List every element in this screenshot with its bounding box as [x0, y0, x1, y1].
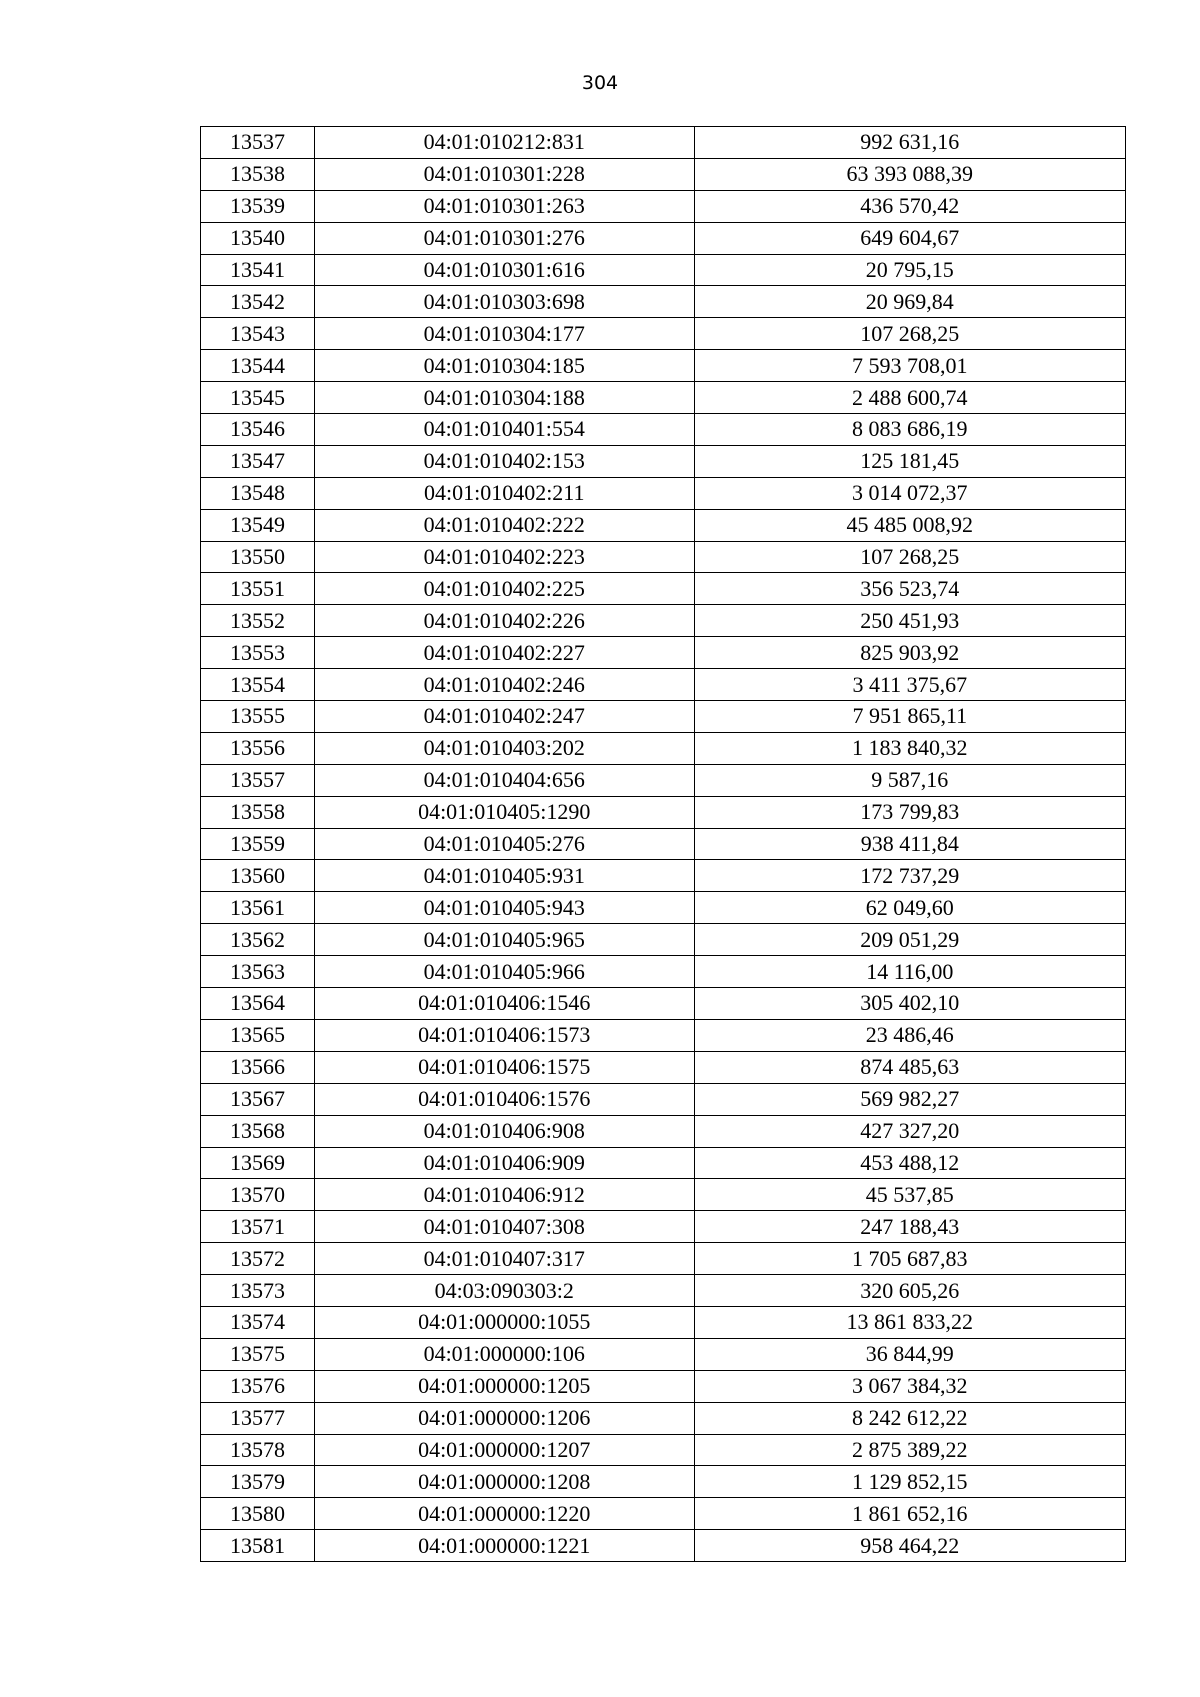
- cadastral-number-cell: 04:01:010402:226: [314, 605, 694, 637]
- table-row: [201, 669, 1126, 701]
- table-row: [201, 892, 1126, 924]
- cadastral-number-cell: 04:01:010402:225: [314, 573, 694, 605]
- cadastral-number-cell: 04:01:010405:931: [314, 860, 694, 892]
- cadastral-value-cell: 9 587,16: [694, 764, 1125, 796]
- table-row: [201, 1211, 1126, 1243]
- table-row: [201, 956, 1126, 988]
- row-number-cell: 13568: [201, 1115, 315, 1147]
- cadastral-value-cell: 125 181,45: [694, 445, 1125, 477]
- row-number-cell: 13581: [201, 1530, 315, 1562]
- cadastral-value-cell: 320 605,26: [694, 1275, 1125, 1307]
- table-row: [201, 477, 1126, 509]
- table-row: [201, 222, 1126, 254]
- cadastral-number-cell: 04:01:010406:1576: [314, 1083, 694, 1115]
- cadastral-value-cell: 992 631,16: [694, 127, 1125, 159]
- cadastral-value-cell: 2 875 389,22: [694, 1434, 1125, 1466]
- table-row: [201, 190, 1126, 222]
- row-number-cell: 13548: [201, 477, 315, 509]
- table-body: [201, 127, 1126, 1562]
- cadastral-number-cell: 04:01:010304:177: [314, 318, 694, 350]
- table-row: [201, 1019, 1126, 1051]
- row-number-cell: 13539: [201, 190, 315, 222]
- cadastral-value-cell: 356 523,74: [694, 573, 1125, 605]
- cadastral-number-cell: 04:01:000000:106: [314, 1338, 694, 1370]
- cadastral-number-cell: 04:01:010406:909: [314, 1147, 694, 1179]
- cadastral-number-cell: 04:01:010405:1290: [314, 796, 694, 828]
- cadastral-number-cell: 04:01:010401:554: [314, 414, 694, 446]
- row-number-cell: 13551: [201, 573, 315, 605]
- cadastral-value-cell: 436 570,42: [694, 190, 1125, 222]
- row-number-cell: 13575: [201, 1338, 315, 1370]
- table-row: [201, 414, 1126, 446]
- cadastral-value-cell: 3 014 072,37: [694, 477, 1125, 509]
- row-number-cell: 13561: [201, 892, 315, 924]
- cadastral-value-cell: 453 488,12: [694, 1147, 1125, 1179]
- cadastral-number-cell: 04:01:010304:185: [314, 350, 694, 382]
- row-number-cell: 13555: [201, 701, 315, 733]
- cadastral-number-cell: 04:01:010301:276: [314, 222, 694, 254]
- cadastral-number-cell: 04:01:010406:1573: [314, 1019, 694, 1051]
- row-number-cell: 13543: [201, 318, 315, 350]
- cadastral-number-cell: 04:01:010301:616: [314, 254, 694, 286]
- row-number-cell: 13557: [201, 764, 315, 796]
- cadastral-number-cell: 04:01:010304:188: [314, 382, 694, 414]
- table-row: [201, 158, 1126, 190]
- row-number-cell: 13542: [201, 286, 315, 318]
- row-number-cell: 13577: [201, 1402, 315, 1434]
- row-number-cell: 13556: [201, 732, 315, 764]
- cadastral-value-cell: 45 485 008,92: [694, 509, 1125, 541]
- cadastral-number-cell: 04:01:000000:1220: [314, 1498, 694, 1530]
- cadastral-value-cell: 569 982,27: [694, 1083, 1125, 1115]
- cadastral-value-cell: 649 604,67: [694, 222, 1125, 254]
- cadastral-number-cell: 04:01:000000:1206: [314, 1402, 694, 1434]
- cadastral-value-cell: 14 116,00: [694, 956, 1125, 988]
- row-number-cell: 13546: [201, 414, 315, 446]
- row-number-cell: 13570: [201, 1179, 315, 1211]
- page-number: 304: [581, 72, 619, 94]
- table-row: [201, 1498, 1126, 1530]
- cadastral-value-cell: 305 402,10: [694, 988, 1125, 1020]
- row-number-cell: 13579: [201, 1466, 315, 1498]
- cadastral-number-cell: 04:01:010405:965: [314, 924, 694, 956]
- cadastral-value-cell: 8 083 686,19: [694, 414, 1125, 446]
- cadastral-value-cell: 63 393 088,39: [694, 158, 1125, 190]
- cadastral-value-cell: 173 799,83: [694, 796, 1125, 828]
- table-row: [201, 127, 1126, 159]
- row-number-cell: 13552: [201, 605, 315, 637]
- table-row: [201, 573, 1126, 605]
- cadastral-value-cell: 3 411 375,67: [694, 669, 1125, 701]
- table-row: [201, 637, 1126, 669]
- table-row: [201, 1083, 1126, 1115]
- cadastral-value-cell: 1 861 652,16: [694, 1498, 1125, 1530]
- table-row: [201, 254, 1126, 286]
- cadastral-value-cell: 874 485,63: [694, 1051, 1125, 1083]
- row-number-cell: 13544: [201, 350, 315, 382]
- row-number-cell: 13547: [201, 445, 315, 477]
- cadastral-number-cell: 04:01:010406:1546: [314, 988, 694, 1020]
- cadastral-value-cell: 2 488 600,74: [694, 382, 1125, 414]
- row-number-cell: 13566: [201, 1051, 315, 1083]
- cadastral-number-cell: 04:01:010402:227: [314, 637, 694, 669]
- table-row: [201, 1530, 1126, 1562]
- row-number-cell: 13550: [201, 541, 315, 573]
- cadastral-value-cell: 247 188,43: [694, 1211, 1125, 1243]
- cadastral-number-cell: 04:01:010402:223: [314, 541, 694, 573]
- table-row: [201, 605, 1126, 637]
- cadastral-value-cell: 3 067 384,32: [694, 1370, 1125, 1402]
- table-row: [201, 764, 1126, 796]
- table-row: [201, 1275, 1126, 1307]
- row-number-cell: 13567: [201, 1083, 315, 1115]
- table-row: [201, 509, 1126, 541]
- table-row: [201, 924, 1126, 956]
- table-row: [201, 1051, 1126, 1083]
- row-number-cell: 13569: [201, 1147, 315, 1179]
- row-number-cell: 13576: [201, 1370, 315, 1402]
- cadastral-value-cell: 7 593 708,01: [694, 350, 1125, 382]
- cadastral-number-cell: 04:01:010212:831: [314, 127, 694, 159]
- table-row: [201, 796, 1126, 828]
- cadastral-value-cell: 62 049,60: [694, 892, 1125, 924]
- cadastral-number-cell: 04:01:010405:276: [314, 828, 694, 860]
- row-number-cell: 13541: [201, 254, 315, 286]
- row-number-cell: 13574: [201, 1306, 315, 1338]
- cadastral-value-cell: 825 903,92: [694, 637, 1125, 669]
- table-row: [201, 732, 1126, 764]
- table-row: [201, 1243, 1126, 1275]
- cadastral-number-cell: 04:01:000000:1205: [314, 1370, 694, 1402]
- cadastral-number-cell: 04:01:010406:912: [314, 1179, 694, 1211]
- cadastral-value-cell: 1 129 852,15: [694, 1466, 1125, 1498]
- table-row: [201, 1338, 1126, 1370]
- table-row: [201, 286, 1126, 318]
- table-row: [201, 860, 1126, 892]
- row-number-cell: 13540: [201, 222, 315, 254]
- cadastral-value-cell: 20 969,84: [694, 286, 1125, 318]
- cadastral-value-cell: 45 537,85: [694, 1179, 1125, 1211]
- table-row: [201, 1179, 1126, 1211]
- cadastral-number-cell: 04:03:090303:2: [314, 1275, 694, 1307]
- cadastral-number-cell: 04:01:010301:228: [314, 158, 694, 190]
- cadastral-value-cell: 209 051,29: [694, 924, 1125, 956]
- row-number-cell: 13538: [201, 158, 315, 190]
- table-row: [201, 350, 1126, 382]
- cadastral-number-cell: 04:01:000000:1221: [314, 1530, 694, 1562]
- table-row: [201, 1115, 1126, 1147]
- table-row: [201, 318, 1126, 350]
- table-row: [201, 1434, 1126, 1466]
- cadastral-value-cell: 107 268,25: [694, 541, 1125, 573]
- table-row: [201, 828, 1126, 860]
- table-row: [201, 988, 1126, 1020]
- cadastral-number-cell: 04:01:010403:202: [314, 732, 694, 764]
- cadastral-value-cell: 1 183 840,32: [694, 732, 1125, 764]
- table-row: [201, 1402, 1126, 1434]
- cadastral-value-cell: 13 861 833,22: [694, 1306, 1125, 1338]
- table-row: [201, 1370, 1126, 1402]
- table-row: [201, 541, 1126, 573]
- row-number-cell: 13560: [201, 860, 315, 892]
- table-row: [201, 445, 1126, 477]
- cadastral-value-cell: 172 737,29: [694, 860, 1125, 892]
- row-number-cell: 13554: [201, 669, 315, 701]
- cadastral-value-cell: 1 705 687,83: [694, 1243, 1125, 1275]
- row-number-cell: 13558: [201, 796, 315, 828]
- row-number-cell: 13559: [201, 828, 315, 860]
- row-number-cell: 13545: [201, 382, 315, 414]
- row-number-cell: 13563: [201, 956, 315, 988]
- row-number-cell: 13580: [201, 1498, 315, 1530]
- cadastral-value-cell: 20 795,15: [694, 254, 1125, 286]
- cadastral-number-cell: 04:01:010406:908: [314, 1115, 694, 1147]
- cadastral-value-table: [200, 126, 1126, 1562]
- cadastral-value-cell: 250 451,93: [694, 605, 1125, 637]
- cadastral-value-cell: 107 268,25: [694, 318, 1125, 350]
- cadastral-number-cell: 04:01:010303:698: [314, 286, 694, 318]
- cadastral-number-cell: 04:01:010402:246: [314, 669, 694, 701]
- row-number-cell: 13572: [201, 1243, 315, 1275]
- table-row: [201, 382, 1126, 414]
- row-number-cell: 13553: [201, 637, 315, 669]
- cadastral-number-cell: 04:01:010402:247: [314, 701, 694, 733]
- cadastral-number-cell: 04:01:010407:308: [314, 1211, 694, 1243]
- cadastral-number-cell: 04:01:010402:153: [314, 445, 694, 477]
- row-number-cell: 13571: [201, 1211, 315, 1243]
- cadastral-number-cell: 04:01:010405:966: [314, 956, 694, 988]
- row-number-cell: 13562: [201, 924, 315, 956]
- row-number-cell: 13565: [201, 1019, 315, 1051]
- cadastral-number-cell: 04:01:000000:1055: [314, 1306, 694, 1338]
- cadastral-number-cell: 04:01:010402:222: [314, 509, 694, 541]
- table-row: [201, 1466, 1126, 1498]
- table-row: [201, 1306, 1126, 1338]
- cadastral-number-cell: 04:01:010405:943: [314, 892, 694, 924]
- cadastral-value-cell: 23 486,46: [694, 1019, 1125, 1051]
- row-number-cell: 13573: [201, 1275, 315, 1307]
- cadastral-number-cell: 04:01:000000:1207: [314, 1434, 694, 1466]
- row-number-cell: 13537: [201, 127, 315, 159]
- row-number-cell: 13564: [201, 988, 315, 1020]
- cadastral-value-cell: 938 411,84: [694, 828, 1125, 860]
- row-number-cell: 13549: [201, 509, 315, 541]
- cadastral-value-cell: 8 242 612,22: [694, 1402, 1125, 1434]
- cadastral-number-cell: 04:01:010404:656: [314, 764, 694, 796]
- cadastral-number-cell: 04:01:010402:211: [314, 477, 694, 509]
- cadastral-number-cell: 04:01:010301:263: [314, 190, 694, 222]
- table-row: [201, 701, 1126, 733]
- cadastral-number-cell: 04:01:000000:1208: [314, 1466, 694, 1498]
- table-row: [201, 1147, 1126, 1179]
- row-number-cell: 13578: [201, 1434, 315, 1466]
- cadastral-value-cell: 427 327,20: [694, 1115, 1125, 1147]
- cadastral-number-cell: 04:01:010407:317: [314, 1243, 694, 1275]
- cadastral-value-cell: 7 951 865,11: [694, 701, 1125, 733]
- cadastral-number-cell: 04:01:010406:1575: [314, 1051, 694, 1083]
- cadastral-value-cell: 36 844,99: [694, 1338, 1125, 1370]
- cadastral-value-cell: 958 464,22: [694, 1530, 1125, 1562]
